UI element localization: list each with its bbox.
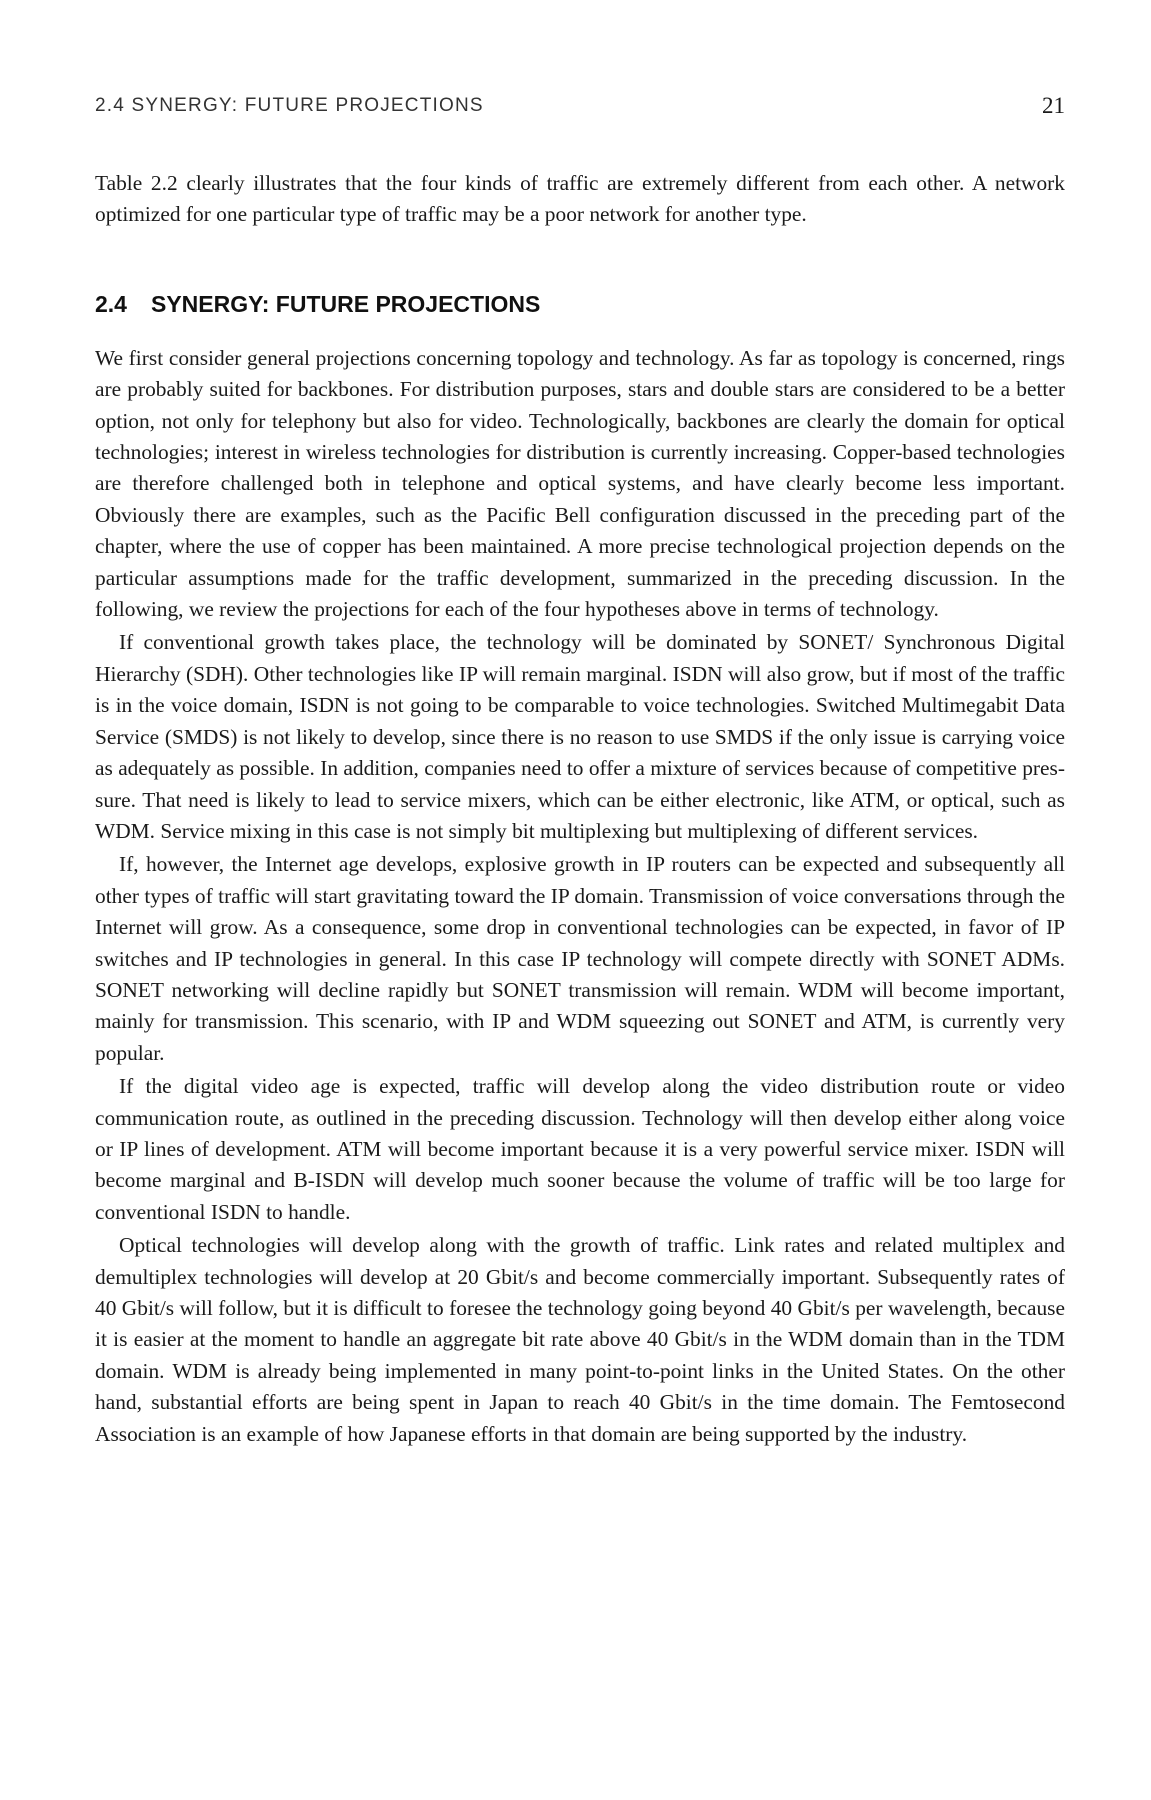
body-text: [95, 168, 1065, 1450]
section-heading: [95, 289, 1065, 319]
paragraph-digital-video-age: If the digital video age is expected, traffic will develop along the video distribution route or video communication route, as outlined in the preceding discussion. Technology will then develop either along voice or IP lines of development. ATM will become important because it is a very powerful service mixer. ISDN will become marginal and B-ISDN will develop much sooner because the volume of traffic will be too large for conventional ISDN to handle.: [95, 1074, 1065, 1224]
page-number: 21: [1042, 93, 1065, 118]
paragraph-internet-age: If, however, the Internet age develops, explosive growth in IP routers can be expected and subsequently all other types of traffic will start gravitating toward the IP domain. Transmission of voice conversations through the Internet will grow. As a consequence, some drop in conventional technologies can be expected, in favor of IP switches and IP technologies in general. In this case IP technology will compete directly with SONET ADMs. SONET networking will decline rapidly but SONET transmission will remain. WDM will become important, mainly for transmission. This scenario, with IP and WDM squeezing out SONET and ATM, is currently very popular.: [95, 852, 1065, 1065]
running-header: [95, 88, 1065, 124]
paragraph-conventional-growth: If conventional growth takes place, the technology will be dominated by SONET/ Synchronous Digital Hierarchy (SDH). Other technologies like IP will remain marginal. ISDN will also grow, but if most of the traffic is in the voice domain, ISDN is not going to be comparable to voice technologies. Switched Multimegabit Data Service (SMDS) is not likely to develop, since there is no reason to use SMDS if the only issue is carrying voice as adequately as possible. In addition, companies need to offer a mixture of services because of competitive pressure. That need is likely to lead to service mixers, which can be either electronic, like ATM, or optical, such as WDM. Service mixing in this case is not simply bit multiplexing but multiplexing of different services.: [95, 630, 1065, 843]
running-title: 2.4 SYNERGY: FUTURE PROJECTIONS: [95, 95, 484, 116]
paragraph-optical-technologies: Optical technologies will develop along with the growth of traffic. Link rates and related multiplex and demultiplex technologies will develop at 20 Gbit/s and become commercially important. Subsequently rates of 40 Gbit/s will follow, but it is difficult to foresee the technology going beyond 40 Gbit/s per wavelength, because it is easier at the moment to handle an aggregate bit rate above 40 Gbit/s in the WDM domain than in the TDM domain. WDM is already being implemented in many point-to-point links in the United States. On the other hand, substantial efforts are being spent in Japan to reach 40 Gbit/s in the time domain. The Femtosecond Association is an example of how Japanese efforts in that domain are being supported by the industry.: [95, 1233, 1065, 1446]
paragraph-topology: We first consider general projections concerning topology and technology. As far as topology is concerned, rings are probably suited for backbones. For distribution purposes, stars and double stars are considered to be a better option, not only for telephony but also for video. Technologically, backbones are clearly the domain for optical technologies; interest in wireless technologies for distribution is currently increasing. Copper-based technologies are therefore challenged both in telephone and optical systems, and have clearly become less important. Obviously there are examples, such as the Pacific Bell configuration discussed in the preceding part of the chapter, where the use of copper has been maintained. A more precise technological projection depends on the particular assumptions made for the traffic development, summarized in the preceding discussion. In the following, we review the projections for each of the four hypotheses above in terms of technology.: [95, 345, 1065, 622]
intro-paragraph: Table 2.2 clearly illustrates that the four kinds of traffic are extremely different from each other. A network optimized for one particular type of traffic may be a poor network for another type.: [95, 171, 1065, 227]
section-number: 2.4: [95, 290, 127, 317]
section-title: SYNERGY: FUTURE PROJECTIONS: [150, 290, 541, 317]
